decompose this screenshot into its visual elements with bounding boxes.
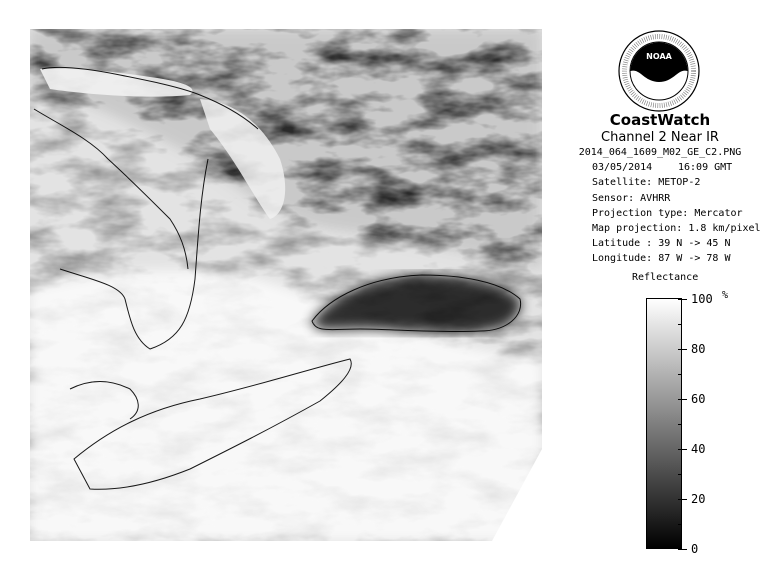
sensor-info: Sensor: AVHRR [592, 193, 671, 204]
colorbar-tick-label: 20 [691, 492, 706, 506]
colorbar-minor-tick [678, 449, 682, 450]
legend-unit: % [722, 290, 729, 301]
image-filename: 2014_064_1609_M02_GE_C2.PNG [578, 147, 742, 158]
colorbar-tick-label: 80 [691, 342, 706, 356]
noaa-logo-text: NOAA [646, 52, 672, 61]
colorbar-tick-mark [682, 349, 687, 350]
colorbar-tick-mark [682, 549, 687, 550]
colorbar-minor-tick [678, 549, 682, 550]
satellite-info: Satellite: METOP-2 [592, 177, 701, 188]
colorbar-tick-mark [682, 299, 687, 300]
colorbar-minor-tick [678, 399, 682, 400]
colorbar-minor-tick [678, 349, 682, 350]
colorbar-minor-tick [678, 424, 682, 425]
reflectance-colorbar [646, 298, 682, 550]
longitude-range: Longitude: 87 W -> 78 W [592, 253, 731, 264]
projection-type: Projection type: Mercator [592, 208, 743, 219]
image-date: 03/05/2014 [592, 162, 653, 173]
colorbar-minor-tick [678, 474, 682, 475]
colorbar-tick-label: 60 [691, 392, 706, 406]
colorbar-minor-tick [678, 374, 682, 375]
map-projection: Map projection: 1.8 km/pixel [592, 223, 761, 234]
colorbar-tick-mark [682, 399, 687, 400]
colorbar-tick-mark [682, 499, 687, 500]
latitude-range: Latitude : 39 N -> 45 N [592, 238, 731, 249]
colorbar-tick-label: 100 [691, 292, 713, 306]
image-time: 16:09 GMT [678, 162, 733, 173]
channel-subtitle: Channel 2 Near IR [601, 130, 719, 145]
colorbar-minor-tick [678, 299, 682, 300]
colorbar-fill [647, 299, 682, 549]
colorbar-tick-label: 40 [691, 442, 706, 456]
colorbar-minor-tick [678, 499, 682, 500]
product-title: CoastWatch [609, 111, 711, 129]
legend-title: Reflectance [632, 272, 699, 283]
colorbar-minor-tick [678, 324, 682, 325]
colorbar-minor-tick [678, 524, 682, 525]
colorbar-tick-mark [682, 449, 687, 450]
colorbar-tick-label: 0 [691, 542, 699, 556]
noaa-logo [618, 30, 700, 112]
satellite-image [30, 29, 542, 541]
